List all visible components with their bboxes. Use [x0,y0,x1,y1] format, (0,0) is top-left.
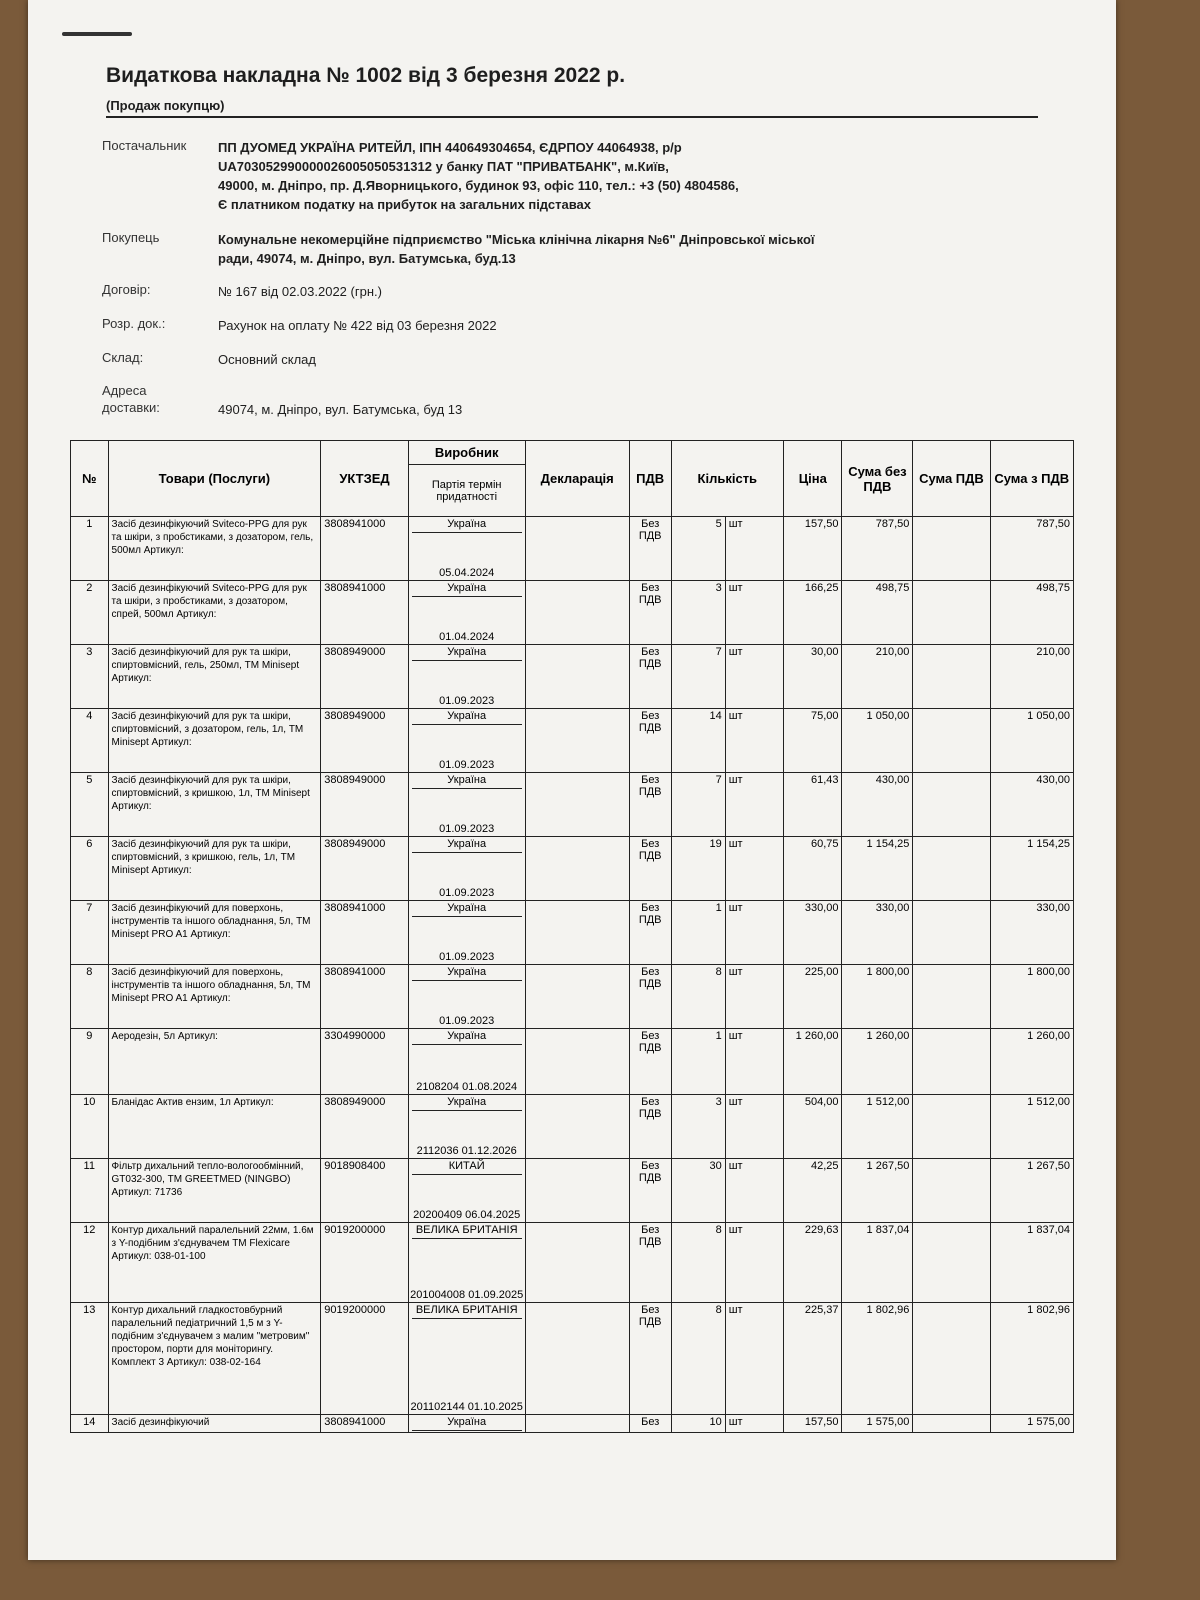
cell-vat: Без [629,1415,671,1433]
col-declaration: Декларація [525,441,629,517]
batch-value: 01.04.2024 [439,631,495,643]
warehouse-label: Склад: [102,350,144,365]
cell-unit: шт [725,1029,783,1095]
table-row [71,1159,1074,1223]
cell-declaration [525,1223,629,1303]
col-sum-novat: Сума без ПДВ [842,441,913,517]
cell-maker-batch [408,517,525,581]
cell-declaration [525,965,629,1029]
cell-declaration [525,1415,629,1433]
cell-num: 14 [71,1415,109,1433]
table-row [71,645,1074,709]
cell-num: 1 [71,517,109,581]
cell-num: 7 [71,901,109,965]
staple-mark [62,32,132,36]
cell-sum-novat: 1 267,50 [842,1159,913,1223]
cell-sum-novat: 1 050,00 [842,709,913,773]
address-label-line: Адреса [102,383,147,398]
cell-goods: Засіб дезинфікуючий Sviteco-PPG для рук та шкіри, з пробстиками, з дозатором, гель, 500мл Артикул: [108,517,321,581]
cell-declaration [525,1029,629,1095]
cell-vat: Без ПДВ [629,1095,671,1159]
cell-maker-batch [408,1159,525,1223]
cell-sum-novat: 1 512,00 [842,1095,913,1159]
cell-price: 75,00 [784,709,842,773]
col-sum-total: Сума з ПДВ [990,441,1073,517]
cell-unit: шт [725,1095,783,1159]
cell-sum-vat [913,901,990,965]
cell-goods: Засіб дезинфікуючий для рук та шкіри, спиртовмісний, з кришкою, гель, 1л, ТМ Minisept Артикул: [108,837,321,901]
address-label [102,382,160,416]
cell-unit: шт [725,1303,783,1415]
cell-code: 3808949000 [321,645,409,709]
cell-code: 9019200000 [321,1303,409,1415]
cell-unit: шт [725,1415,783,1433]
cell-sum-total: 1 512,00 [990,1095,1073,1159]
cell-sum-vat [913,773,990,837]
cell-num: 13 [71,1303,109,1415]
maker-value: ВЕЛИКА БРИТАНІЯ [412,1304,522,1319]
col-price: Ціна [784,441,842,517]
cell-sum-vat [913,517,990,581]
supplier-line: UA703052990000026005050531312 у банку ПАТ "ПРИВАТБАНК", м.Київ, [218,159,669,174]
cell-price: 166,25 [784,581,842,645]
cell-code: 3808949000 [321,773,409,837]
maker-value: Україна [412,1416,522,1431]
maker-value: Україна [412,1030,522,1045]
cell-qty: 8 [671,1303,725,1415]
cell-sum-vat [913,1303,990,1415]
supplier-line: 49000, м. Дніпро, пр. Д.Яворницького, будинок 93, офіс 110, тел.: +3 (50) 4804586, [218,178,739,193]
cell-sum-novat: 1 260,00 [842,1029,913,1095]
cell-num: 3 [71,645,109,709]
cell-unit: шт [725,965,783,1029]
cell-vat: Без ПДВ [629,1029,671,1095]
table-row [71,1095,1074,1159]
cell-sum-total: 210,00 [990,645,1073,709]
cell-vat: Без ПДВ [629,901,671,965]
cell-code: 3808941000 [321,517,409,581]
cell-price: 225,00 [784,965,842,1029]
maker-value: Україна [412,710,522,725]
cell-vat: Без ПДВ [629,517,671,581]
cell-sum-total: 1 260,00 [990,1029,1073,1095]
cell-num: 4 [71,709,109,773]
col-quantity: Кількість [671,441,784,517]
cell-unit: шт [725,581,783,645]
cell-qty: 10 [671,1415,725,1433]
cell-code: 3808941000 [321,901,409,965]
cell-sum-vat [913,1159,990,1223]
cell-sum-vat [913,1029,990,1095]
calc-doc-label: Розр. док.: [102,316,166,331]
invoice-table [70,440,1074,1433]
cell-sum-novat: 1 575,00 [842,1415,913,1433]
cell-code: 3808941000 [321,965,409,1029]
col-goods: Товари (Послуги) [108,441,321,517]
table-row [71,773,1074,837]
cell-price: 330,00 [784,901,842,965]
cell-qty: 1 [671,1029,725,1095]
cell-declaration [525,837,629,901]
col-batch: Партія термін придатності [408,465,525,517]
cell-unit: шт [725,773,783,837]
contract-label: Договір: [102,282,151,297]
contract-value: № 167 від 02.03.2022 (грн.) [218,284,382,299]
col-vat: ПДВ [629,441,671,517]
table-row [71,1223,1074,1303]
cell-price: 504,00 [784,1095,842,1159]
cell-sum-novat: 1 837,04 [842,1223,913,1303]
cell-sum-vat [913,709,990,773]
maker-value: Україна [412,518,522,533]
cell-sum-total: 430,00 [990,773,1073,837]
cell-goods: Контур дихальний гладкостовбурний паралельний педіатричний 1,5 м з Y-подібним з'єднувачем з малим "метровим" простором, порти для моніторингу. Комплект 3 Артикул: 038-02-164 [108,1303,321,1415]
cell-sum-total: 1 267,50 [990,1159,1073,1223]
cell-declaration [525,581,629,645]
cell-goods: Засіб дезинфікуючий [108,1415,321,1433]
batch-value: 2112036 01.12.2026 [416,1145,517,1157]
cell-price: 225,37 [784,1303,842,1415]
cell-qty: 5 [671,517,725,581]
table-row [71,581,1074,645]
cell-goods: Засіб дезинфікуючий для поверхонь, інструментів та іншого обладнання, 5л, ТМ Minisept PRO A1 Артикул: [108,965,321,1029]
cell-qty: 8 [671,965,725,1029]
cell-vat: Без ПДВ [629,1303,671,1415]
cell-qty: 7 [671,773,725,837]
address-label-line: доставки: [102,400,160,415]
cell-qty: 8 [671,1223,725,1303]
cell-goods: Засіб дезинфікуючий для рук та шкіри, спиртовмісний, гель, 250мл, ТМ Minisept Артикул: [108,645,321,709]
cell-vat: Без ПДВ [629,581,671,645]
cell-price: 42,25 [784,1159,842,1223]
cell-num: 2 [71,581,109,645]
cell-maker-batch [408,1303,525,1415]
maker-value: Україна [412,1096,522,1111]
cell-sum-novat: 787,50 [842,517,913,581]
cell-vat: Без ПДВ [629,1223,671,1303]
cell-vat: Без ПДВ [629,1159,671,1223]
cell-code: 3808941000 [321,581,409,645]
table-row [71,1415,1074,1433]
buyer-line: ради, 49074, м. Дніпро, вул. Батумська, буд.13 [218,251,516,266]
table-body [71,517,1074,1433]
cell-price: 157,50 [784,1415,842,1433]
cell-num: 11 [71,1159,109,1223]
batch-value: 01.09.2023 [439,823,495,835]
cell-price: 60,75 [784,837,842,901]
cell-code: 3808949000 [321,837,409,901]
cell-sum-novat: 210,00 [842,645,913,709]
cell-maker-batch [408,1223,525,1303]
cell-sum-vat [913,1223,990,1303]
maker-value: Україна [412,582,522,597]
cell-num: 6 [71,837,109,901]
cell-vat: Без ПДВ [629,709,671,773]
cell-sum-vat [913,581,990,645]
cell-code: 3808941000 [321,1415,409,1433]
col-sum-vat: Сума ПДВ [913,441,990,517]
maker-value: ВЕЛИКА БРИТАНІЯ [412,1224,522,1239]
cell-vat: Без ПДВ [629,965,671,1029]
cell-qty: 1 [671,901,725,965]
cell-sum-total: 1 154,25 [990,837,1073,901]
cell-sum-novat: 498,75 [842,581,913,645]
cell-sum-novat: 1 154,25 [842,837,913,901]
cell-maker-batch [408,773,525,837]
batch-value: 201004008 01.09.2025 [410,1289,524,1301]
cell-maker-batch [408,709,525,773]
batch-value: 05.04.2024 [439,567,495,579]
cell-goods: Засіб дезинфікуючий Sviteco-PPG для рук та шкіри, з пробстиками, з дозатором, спрей, 500мл Артикул: [108,581,321,645]
cell-code: 9018908400 [321,1159,409,1223]
table-row [71,965,1074,1029]
batch-value: 01.09.2023 [439,695,495,707]
buyer-details [218,230,815,268]
document-title: Видаткова накладна № 1002 від 3 березня 2022 р. [106,64,626,87]
cell-declaration [525,517,629,581]
cell-qty: 14 [671,709,725,773]
cell-code: 9019200000 [321,1223,409,1303]
cell-qty: 3 [671,1095,725,1159]
cell-price: 157,50 [784,517,842,581]
cell-maker-batch [408,901,525,965]
cell-goods: Фільтр дихальний тепло-вологообмінний, GT032-300, ТМ GREETMED (NINGBO) Артикул: 71736 [108,1159,321,1223]
cell-sum-vat [913,837,990,901]
buyer-line: Комунальне некомерційне підприємство "Міська клінічна лікарня №6" Дніпровської міської [218,232,815,247]
cell-price: 229,63 [784,1223,842,1303]
batch-value: 201102144 01.10.2025 [410,1401,523,1413]
cell-sum-total: 330,00 [990,901,1073,965]
cell-goods: Контур дихальний паралельний 22мм, 1.6м з Y-подібним з'єднувачем TM Flexicare Артикул: 038-01-100 [108,1223,321,1303]
document-subtitle: (Продаж покупцю) [106,98,225,113]
cell-sum-total: 787,50 [990,517,1073,581]
batch-value: 01.09.2023 [439,1015,495,1027]
cell-maker-batch [408,1095,525,1159]
cell-price: 61,43 [784,773,842,837]
supplier-line: Є платником податку на прибуток на загальних підставах [218,197,591,212]
table-row [71,837,1074,901]
cell-vat: Без ПДВ [629,645,671,709]
cell-qty: 3 [671,581,725,645]
cell-declaration [525,1095,629,1159]
col-num: № [71,441,109,517]
cell-goods: Аеродезін, 5л Артикул: [108,1029,321,1095]
warehouse-value: Основний склад [218,352,316,367]
cell-goods: Бланідас Актив ензим, 1л Артикул: [108,1095,321,1159]
cell-price: 1 260,00 [784,1029,842,1095]
cell-maker-batch [408,581,525,645]
table-row [71,1303,1074,1415]
cell-unit: шт [725,517,783,581]
cell-sum-novat: 1 802,96 [842,1303,913,1415]
cell-sum-total: 1 575,00 [990,1415,1073,1433]
calc-doc-value: Рахунок на оплату № 422 від 03 березня 2022 [218,318,497,333]
buyer-label: Покупець [102,230,160,245]
cell-num: 8 [71,965,109,1029]
cell-num: 5 [71,773,109,837]
batch-value: 20200409 06.04.2025 [413,1209,521,1221]
title-divider [106,116,1038,118]
cell-num: 12 [71,1223,109,1303]
batch-value: 01.09.2023 [439,951,495,963]
cell-maker-batch [408,1029,525,1095]
cell-unit: шт [725,1223,783,1303]
table-row [71,517,1074,581]
cell-unit: шт [725,1159,783,1223]
cell-qty: 30 [671,1159,725,1223]
cell-sum-vat [913,645,990,709]
cell-price: 30,00 [784,645,842,709]
cell-sum-vat [913,1415,990,1433]
cell-goods: Засіб дезинфікуючий для рук та шкіри, спиртовмісний, з дозатором, гель, 1л, ТМ Minisept Артикул: [108,709,321,773]
cell-sum-total: 1 800,00 [990,965,1073,1029]
cell-qty: 7 [671,645,725,709]
cell-sum-novat: 430,00 [842,773,913,837]
maker-value: Україна [412,966,522,981]
cell-declaration [525,773,629,837]
col-maker: Виробник [408,441,525,465]
cell-vat: Без ПДВ [629,773,671,837]
cell-goods: Засіб дезинфікуючий для поверхонь, інструментів та іншого обладнання, 5л, ТМ Minisept PRO A1 Артикул: [108,901,321,965]
cell-unit: шт [725,901,783,965]
cell-maker-batch [408,1415,525,1433]
cell-declaration [525,709,629,773]
maker-value: Україна [412,902,522,917]
cell-unit: шт [725,837,783,901]
table-row [71,709,1074,773]
cell-unit: шт [725,645,783,709]
cell-code: 3304990000 [321,1029,409,1095]
cell-qty: 19 [671,837,725,901]
cell-maker-batch [408,965,525,1029]
maker-value: КИТАЙ [412,1160,522,1175]
cell-declaration [525,1303,629,1415]
cell-vat: Без ПДВ [629,837,671,901]
maker-value: Україна [412,774,522,789]
cell-maker-batch [408,645,525,709]
cell-code: 3808949000 [321,1095,409,1159]
cell-goods: Засіб дезинфікуючий для рук та шкіри, спиртовмісний, з кришкою, 1л, ТМ Minisept Артикул: [108,773,321,837]
cell-sum-novat: 330,00 [842,901,913,965]
batch-value: 2108204 01.08.2024 [416,1081,518,1093]
supplier-details [218,138,739,214]
cell-num: 9 [71,1029,109,1095]
maker-value: Україна [412,838,522,853]
supplier-label: Постачальник [102,138,187,153]
cell-code: 3808949000 [321,709,409,773]
supplier-line: ПП ДУОМЕД УКРАЇНА РИТЕЙЛ, ІПН 440649304654, ЄДРПОУ 44064938, р/р [218,140,682,155]
table-row [71,901,1074,965]
cell-sum-vat [913,1095,990,1159]
cell-maker-batch [408,837,525,901]
cell-sum-total: 498,75 [990,581,1073,645]
cell-sum-total: 1 802,96 [990,1303,1073,1415]
cell-unit: шт [725,709,783,773]
cell-sum-novat: 1 800,00 [842,965,913,1029]
cell-num: 10 [71,1095,109,1159]
cell-declaration [525,645,629,709]
invoice-table-wrap [70,440,1074,1433]
cell-sum-vat [913,965,990,1029]
cell-sum-total: 1 837,04 [990,1223,1073,1303]
batch-value: 01.09.2023 [439,759,495,771]
cell-declaration [525,901,629,965]
cell-sum-total: 1 050,00 [990,709,1073,773]
maker-value: Україна [412,646,522,661]
cell-declaration [525,1159,629,1223]
col-code: УКТЗЕД [321,441,409,517]
batch-value: 01.09.2023 [439,887,495,899]
table-row [71,1029,1074,1095]
address-value: 49074, м. Дніпро, вул. Батумська, буд 13 [218,402,463,417]
